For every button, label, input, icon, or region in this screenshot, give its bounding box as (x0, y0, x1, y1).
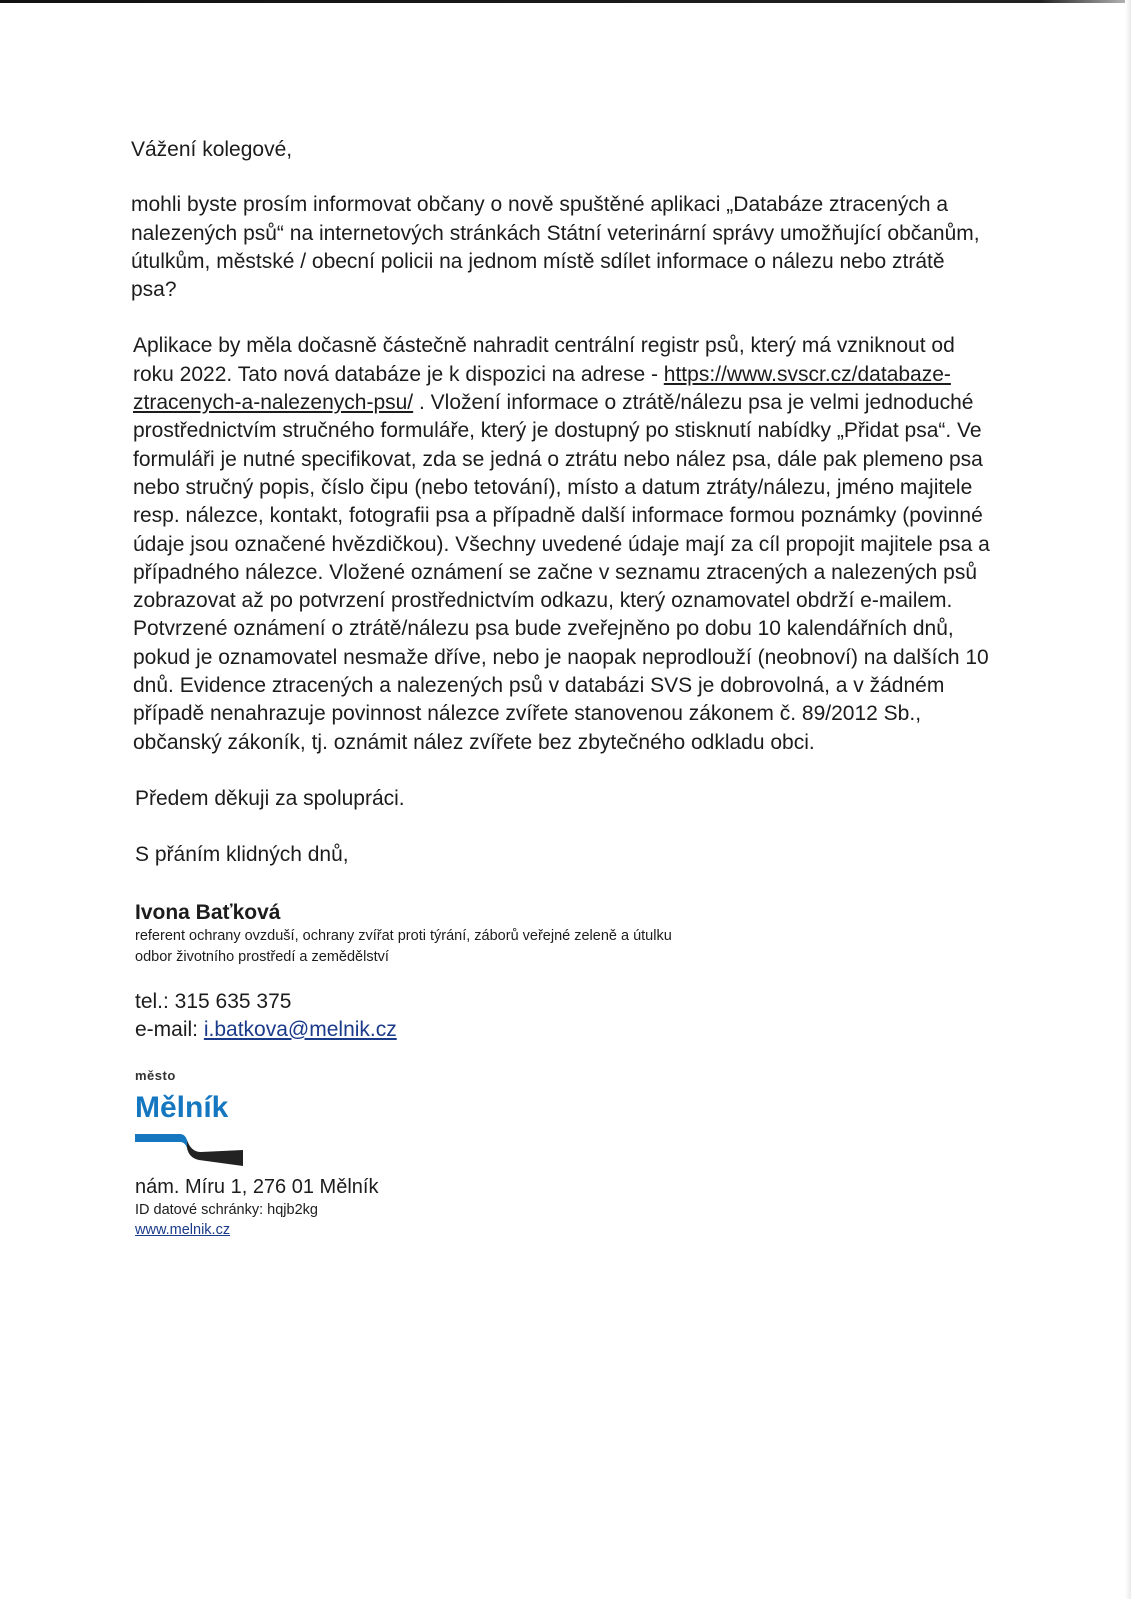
email-link[interactable]: i.batkova@melnik.cz (203, 1017, 397, 1041)
email-line (135, 1016, 991, 1044)
paragraph-details (131, 332, 991, 756)
database-link[interactable]: https://www.svscr.cz/databaze-ztracenych-a-nalezenych-psu/ (133, 362, 951, 415)
website-link[interactable]: www.melnik.cz (135, 1221, 231, 1238)
letter-body (131, 136, 991, 1240)
phone-number: tel.: 315 635 375 (135, 989, 292, 1013)
paragraph-details-body: . Vložení informace o ztrátě/nálezu psa je velmi jednoduché prostřednictvím stručného formuláře, který je dostupný po stisknutí nabídky „Přidat psa“. Ve formuláři je nutné specifikovat, zda se jedná o ztrátu nebo nález psa, dále pak plemeno psa nebo stručný popis, číslo čipu (nebo tetování), místo a datum ztráty/nálezu, jméno majitele resp. nálezce, kontakt, fotografii psa a případně další informace formou poznámky (povinné údaje jsou označené hvězdičkou). Všechny uvedené údaje mají za cíl propojit majitele psa a případného nálezce. Vložené oznámení se začne v seznamu ztracených a nalezených psů zobrazovat až po potvrzení prostřednictvím odkazu, který oznamovatel obdrží e-mailem. Potvrzené oznámení o ztrátě/nálezu psa bude zveřejněno po dobu 10 kalendářních dnů, pokud je oznamovatel nesmaže dříve, nebo je naopak neprodlouží (neobnoví) na dalších 10 dnů. Evidence ztracených a nalezených psů v databázi SVS je dobrovolná, a v žádném případě nenahrazuje povinnost nálezce zvířete stanovenou zákonem č. 89/2012 Sb., občanský zákoník, tj. oznámit nález zvířete bez zbytečného odkladu obci. (133, 391, 990, 754)
logo-name: Mělník (135, 1090, 229, 1124)
contact-block (135, 988, 991, 1044)
website-line (135, 1220, 991, 1240)
thanks-line: Předem děkuji za spolupráci. (135, 786, 405, 810)
signature-block (131, 900, 991, 1240)
paragraph-details-intro: Aplikace by měla dočasně částečně nahradit centrální registr psů, který má vzniknout od roku 2022. Tato nová databáze je k dispozici na adrese - (133, 334, 955, 386)
address-databox: ID datové schránky: hqjb2kg (135, 1201, 318, 1218)
email-label: e-mail: (135, 1017, 204, 1041)
melnik-logo (135, 1062, 991, 1168)
logo-small-text: město (135, 1067, 176, 1083)
signature-role: referent ochrany ovzduší, ochrany zvířat proti týrání, záborů veřejné zeleně a útulku (135, 927, 672, 944)
closing-line: S přáním klidných dnů, (135, 843, 349, 867)
greeting: Vážení kolegové, (131, 138, 293, 161)
signature-department: odbor životního prostředí a zemědělství (135, 948, 389, 965)
logo-wave-icon (135, 1128, 245, 1168)
scan-edge-top (0, 0, 1131, 3)
address-street: nám. Míru 1, 276 01 Mělník (135, 1175, 379, 1198)
scan-edge-right (1125, 0, 1131, 1599)
signature-name: Ivona Baťková (135, 900, 281, 924)
paragraph-request: mohli byste prosím informovat občany o nově spuštěné aplikaci „Databáze ztracených a nalezených psů“ na internetových stránkách Státní veterinární správy umožňující občanům, útulkům, městské / obecní policii na jednom místě sdílet informace o nálezu nebo ztrátě psa? (131, 193, 980, 302)
